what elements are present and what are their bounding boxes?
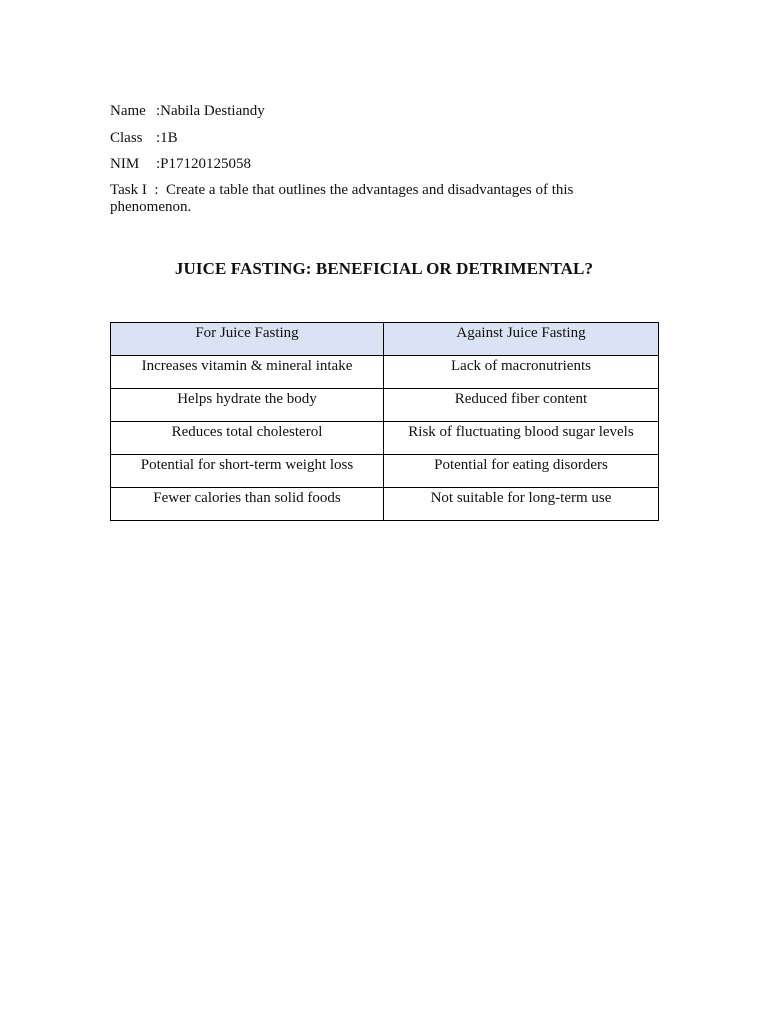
nim-value: P17120125058 [160, 156, 252, 172]
task-description [110, 182, 650, 216]
table-cell-for: Fewer calories than solid foods [111, 488, 384, 521]
class-separator: : [156, 130, 161, 146]
document-title: JUICE FASTING: BENEFICIAL OR DETRIMENTAL? [174, 259, 594, 278]
table-cell-for: Potential for short-term weight loss [111, 455, 384, 488]
name-separator: : [156, 103, 161, 119]
pros-cons-table [110, 322, 659, 521]
table-cell-against: Reduced fiber content [384, 389, 659, 422]
table-header-row [111, 323, 659, 356]
class-label: Class [110, 130, 143, 146]
nim-label: NIM [110, 156, 140, 172]
table-cell-against: Potential for eating disorders [384, 455, 659, 488]
table-cell-against: Not suitable for long-term use [384, 488, 659, 521]
table-cell-against: Risk of fluctuating blood sugar levels [384, 422, 659, 455]
column-header-for: For Juice Fasting [111, 323, 384, 356]
column-header-against: Against Juice Fasting [384, 323, 659, 356]
table-row [111, 455, 659, 488]
table-row [111, 422, 659, 455]
table-cell-for: Helps hydrate the body [111, 389, 384, 422]
table-row [111, 488, 659, 521]
student-nim-line [110, 155, 251, 173]
nim-separator: : [156, 156, 161, 172]
class-value: 1B [160, 130, 178, 146]
task-text: Create a table that outlines the advantages and disadvantages of this phenomenon. [110, 182, 574, 215]
name-value: Nabila Destiandy [160, 103, 265, 119]
name-label: Name [110, 103, 146, 119]
student-class-line [110, 129, 178, 147]
student-name-line [110, 102, 265, 120]
table-row [111, 356, 659, 389]
table-row [111, 389, 659, 422]
table-cell-for: Reduces total cholesterol [111, 422, 384, 455]
table-cell-against: Lack of macronutrients [384, 356, 659, 389]
table-cell-for: Increases vitamin & mineral intake [111, 356, 384, 389]
task-label: Task I : [110, 182, 167, 198]
